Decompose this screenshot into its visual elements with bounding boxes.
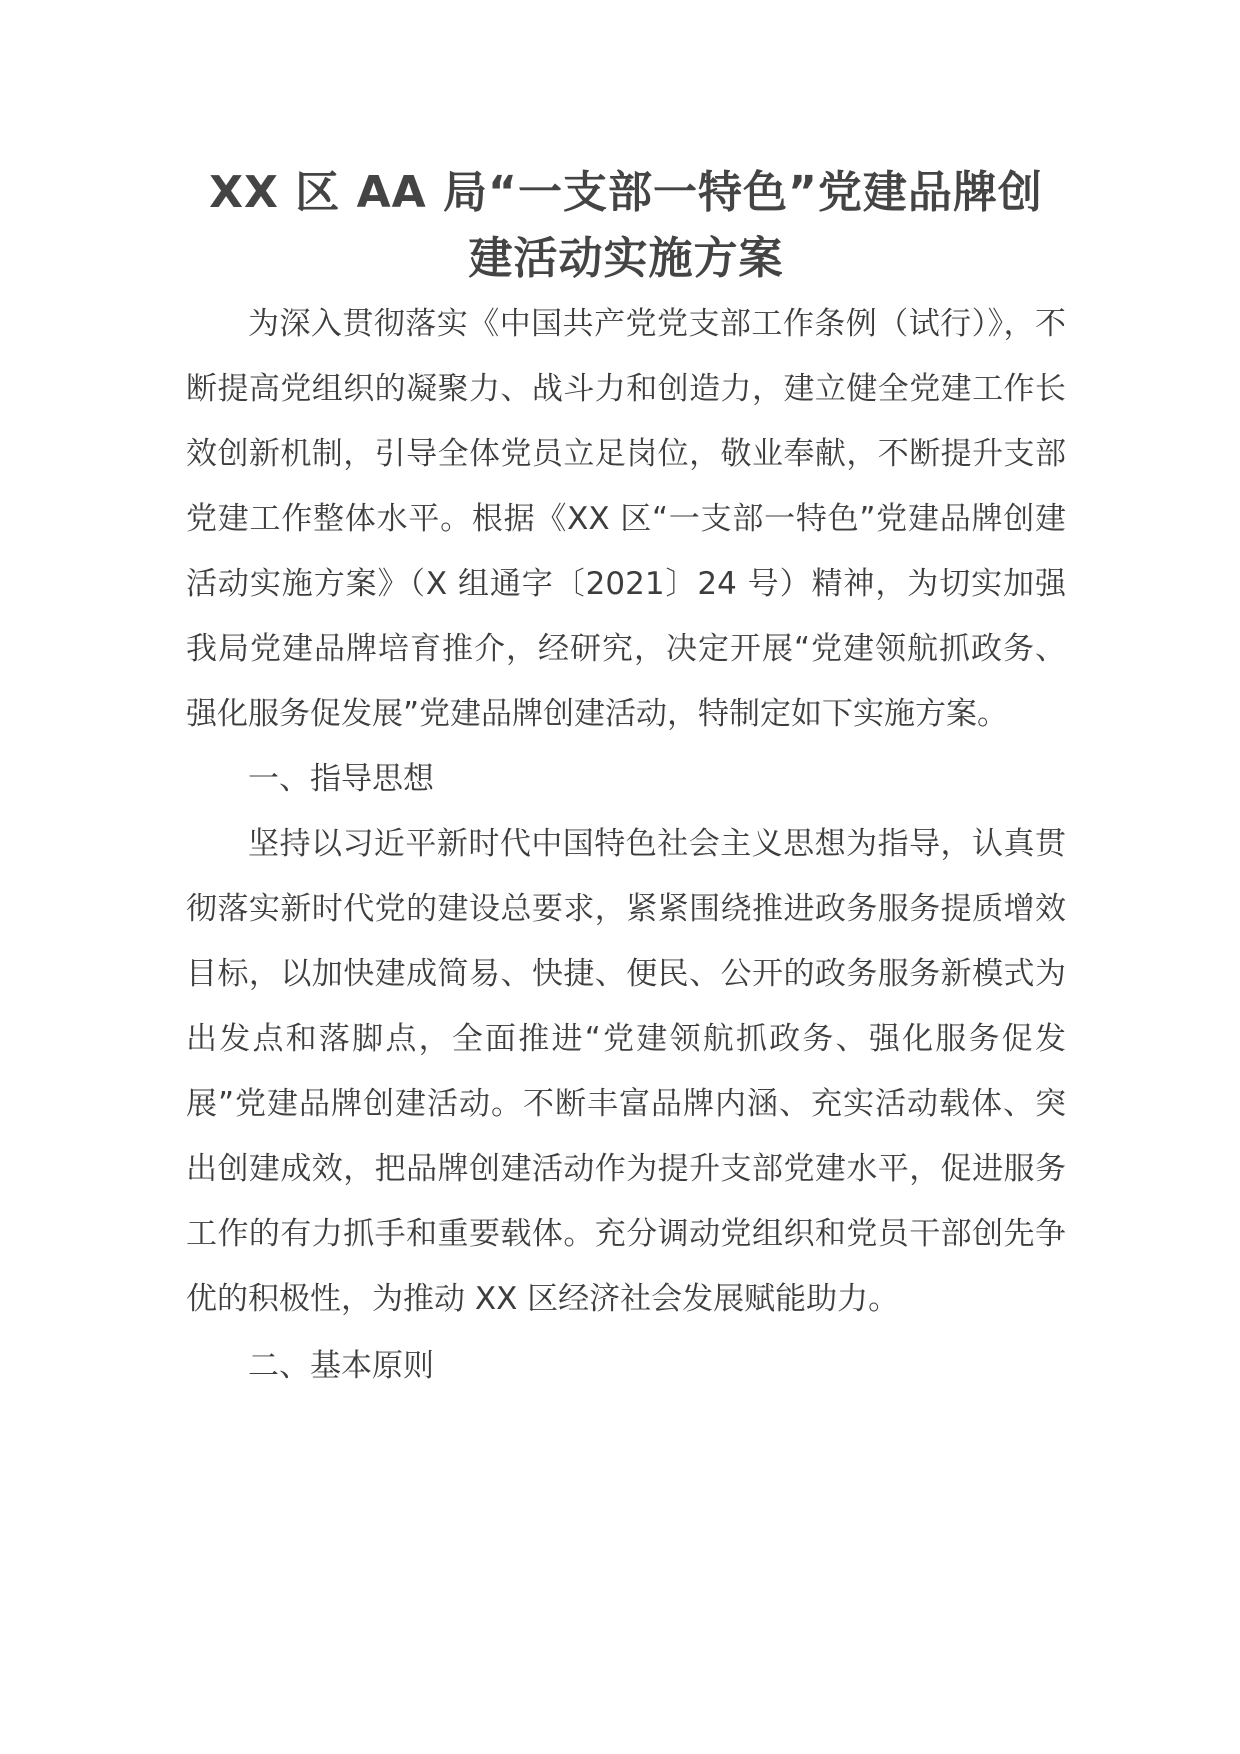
section-body-guiding-thought: 坚持以习近平新时代中国特色社会主义思想为指导，认真贯彻落实新时代党的建设总要求，紧紧围绕推进政务服务提质增效目标，以加快建成简易、快捷、便民、公开的政务服务新模式为出发点和落脚点，全面推进“党建领航抓政务、强化服务促发展”党建品牌创建活动。不断丰富品牌内涵、充实活动载体、突出创建成效，把品牌创建活动作为提升支部党建水平，促进服务工作的有力抓手和重要载体。充分调动党组织和党员干部创先争优的积极性，为推动 XX 区经济社会发展赋能助力。 xyxy=(186,826,1066,1317)
intro-paragraph: 为深入贯彻落实《中国共产党党支部工作条例（试行）》，不断提高党组织的凝聚力、战斗力和创造力，建立健全党建工作长效创新机制，引导全体党员立足岗位，敬业奉献，不断提升支部党建工作整体水平。根据《XX 区“一支部一特色”党建品牌创建活动实施方案》（X 组通字〔2021〕24 号）精神，为切实加强我局党建品牌培育推介，经研究，决定开展“党建领航抓政务、强化服务促发展”党建品牌创建活动，特制定如下实施方案。 xyxy=(186,306,1066,732)
document-body xyxy=(186,160,1066,1399)
section-heading-guiding-thought: 一、指导思想 xyxy=(248,761,434,797)
document-title xyxy=(186,160,1066,292)
section-heading-basic-principles: 二、基本原则 xyxy=(248,1348,434,1384)
title-line-1: XX 区 AA 局“一支部一特色”党建品牌创 xyxy=(209,167,1043,218)
title-line-2: 建活动实施方案 xyxy=(468,233,784,284)
